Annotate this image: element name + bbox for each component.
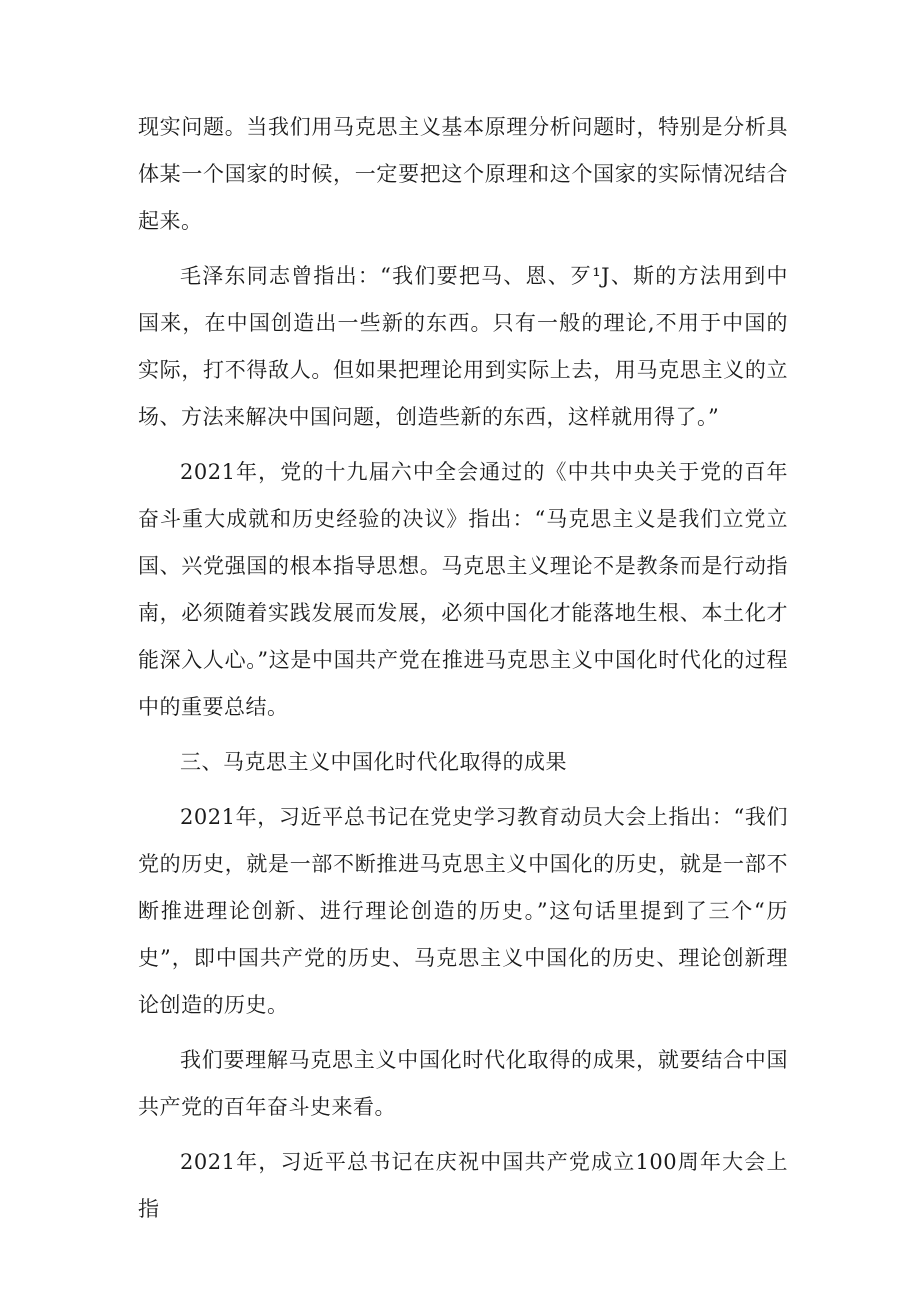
section-heading: 三、马克思主义中国化时代化取得的成果 <box>180 750 567 774</box>
paragraph-party-history: 2021年，习近平总书记在党史学习教育动员大会上指出：“我们党的历史，就是一部不断推进马克思主义中国化的历史，就是一部不断推进理论创新、进行理论创造的历史。”这句话里提到了三个“历史”，即中国共产党的历史、马克思主义中国化的历史、理论创新理论创造的历史。 <box>138 805 788 1017</box>
paragraph-mao-quote: 毛泽东同志曾指出：“我们要把马、恩、歹¹J、斯的方法用到中国来，在中国创造出一些新的东西。只有一般的理论,不用于中国的实际，打不得敌人。但如果把理论用到实际上去，用马克思主义的立场、方法来解决中国问题，创造些新的东西，这样就用得了。” <box>138 264 788 429</box>
paragraph-centenary: 2021年，习近平总书记在庆祝中国共产党成立100周年大会上指 <box>138 1150 788 1221</box>
paragraph-continuation: 现实问题。当我们用马克思主义基本原理分析问题时，特别是分析具体某一个国家的时候，一定要把这个原理和这个国家的实际情况结合起来。 <box>138 115 788 233</box>
paragraph-resolution: 2021年，党的十九届六中全会通过的《中共中央关于党的百年奋斗重大成就和历史经验的决议》指出：“马克思主义是我们立党立国、兴党强国的根本指导思想。马克思主义理论不是教条而是行动指南，必须随着实践发展而发展，必须中国化才能落地生根、本土化才能深入人心。”这是中国共产党在推进马克思主义中国化时代化的过程中的重要总结。 <box>138 460 788 719</box>
document-body <box>138 104 788 1241</box>
paragraph-understanding: 我们要理解马克思主义中国化时代化取得的成果，就要结合中国共产党的百年奋斗史来看。 <box>138 1048 788 1119</box>
